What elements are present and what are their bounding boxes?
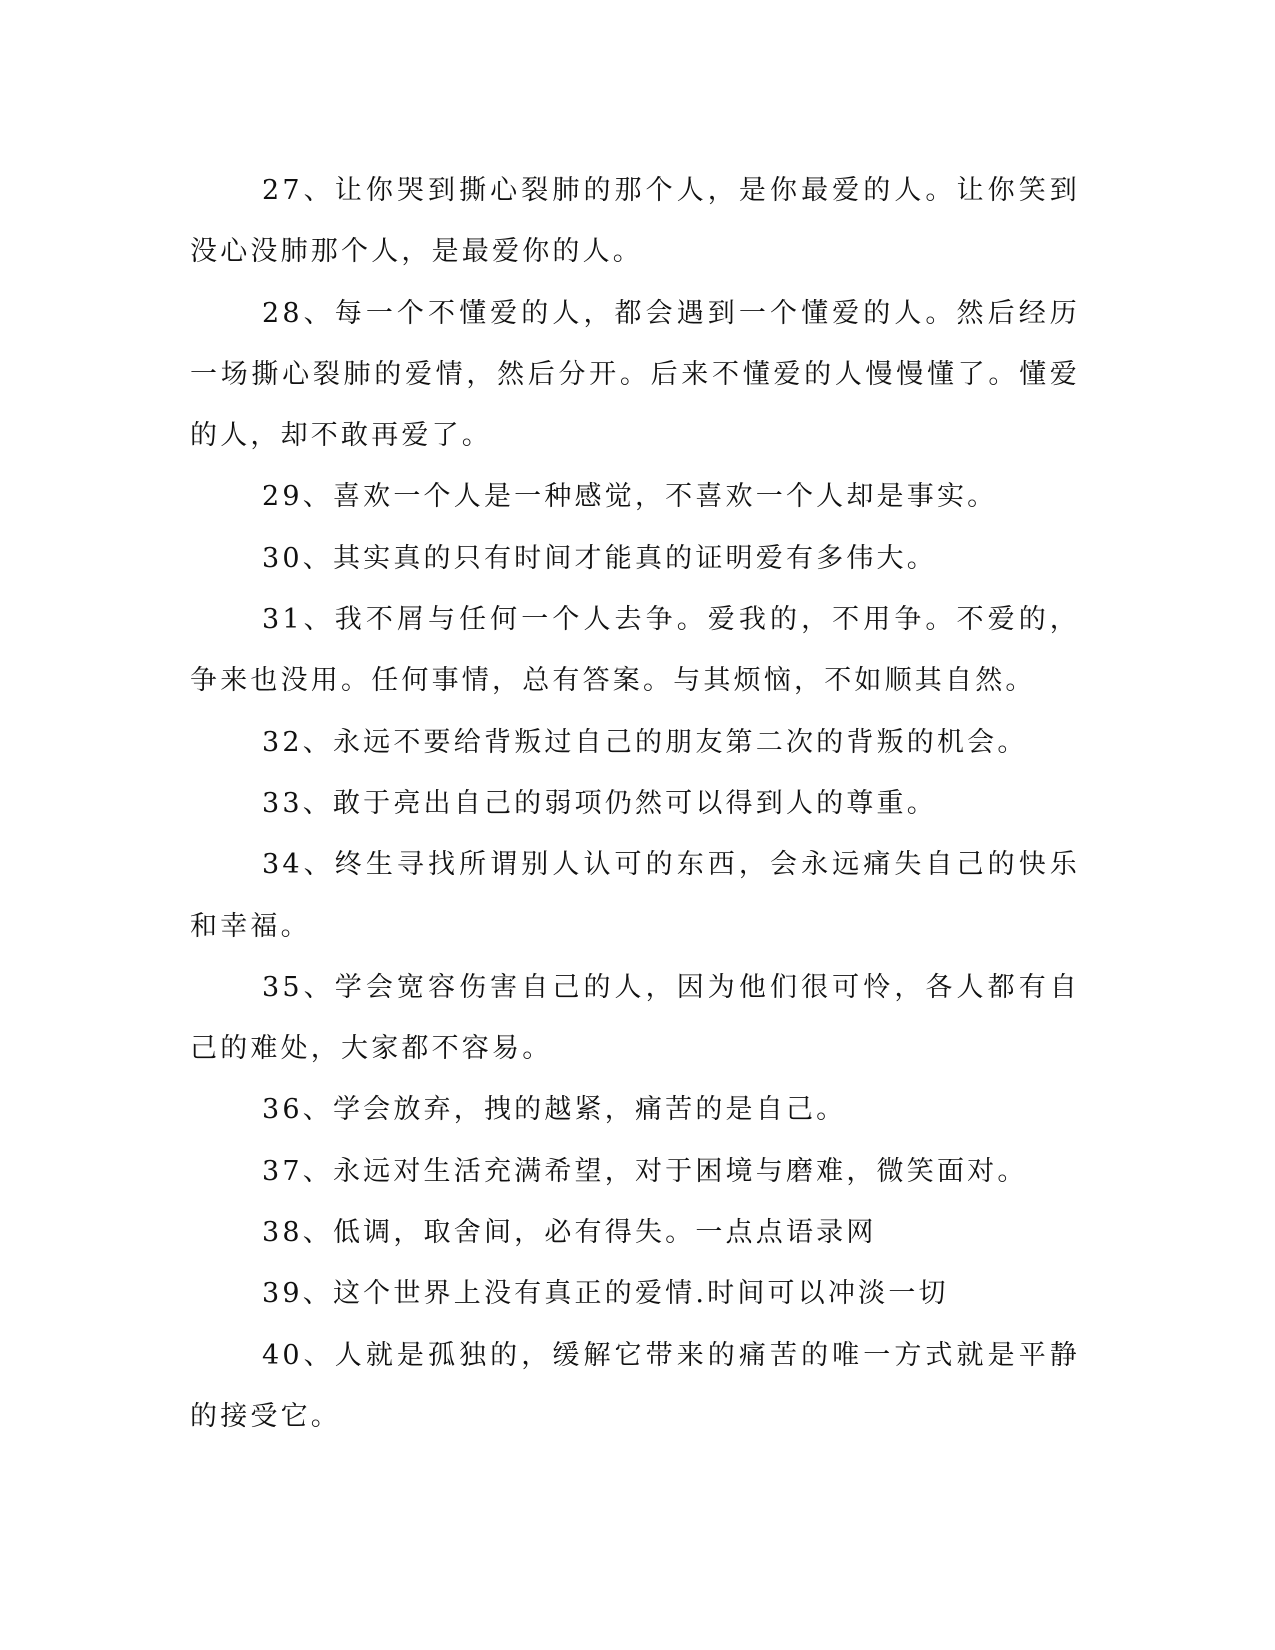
paragraph-37: 37、永远对生活充满希望，对于困境与磨难，微笑面对。 xyxy=(262,1155,1028,1187)
paragraph-32: 32、永远不要给背叛过自己的朋友第二次的背叛的机会。 xyxy=(262,726,1028,758)
paragraph-39: 39、这个世界上没有真正的爱情.时间可以冲淡一切 xyxy=(262,1278,949,1310)
paragraph-29: 29、喜欢一个人是一种感觉，不喜欢一个人却是事实。 xyxy=(262,481,998,513)
paragraph-38: 38、低调，取舍间，必有得失。一点点语录网 xyxy=(262,1217,877,1249)
paragraph-28: 28、每一个不懂爱的人，都会遇到一个懂爱的人。然后经历一场撕心裂肺的爱情，然后分开。后来不懂爱的人慢慢懂了。懂爱的人，却不敢再爱了。 xyxy=(190,297,1080,452)
paragraph-27: 27、让你哭到撕心裂肺的那个人，是你最爱的人。让你笑到没心没肺那个人，是最爱你的人。 xyxy=(190,175,1080,268)
document-body xyxy=(190,160,1080,1447)
paragraph-40: 40、人就是孤独的，缓解它带来的痛苦的唯一方式就是平静的接受它。 xyxy=(190,1339,1080,1432)
paragraph-34: 34、终生寻找所谓别人认可的东西，会永远痛失自己的快乐和幸福。 xyxy=(190,849,1080,942)
paragraph-31: 31、我不屑与任何一个人去争。爱我的，不用争。不爱的，争来也没用。任何事情，总有答案。与其烦恼，不如顺其自然。 xyxy=(190,604,1080,697)
paragraph-35: 35、学会宽容伤害自己的人，因为他们很可怜，各人都有自己的难处，大家都不容易。 xyxy=(190,971,1080,1065)
paragraph-33: 33、敢于亮出自己的弱项仍然可以得到人的尊重。 xyxy=(262,787,937,819)
paragraph-30: 30、其实真的只有时间才能真的证明爱有多伟大。 xyxy=(262,542,937,574)
paragraph-36: 36、学会放弃，拽的越紧，痛苦的是自己。 xyxy=(262,1094,847,1126)
